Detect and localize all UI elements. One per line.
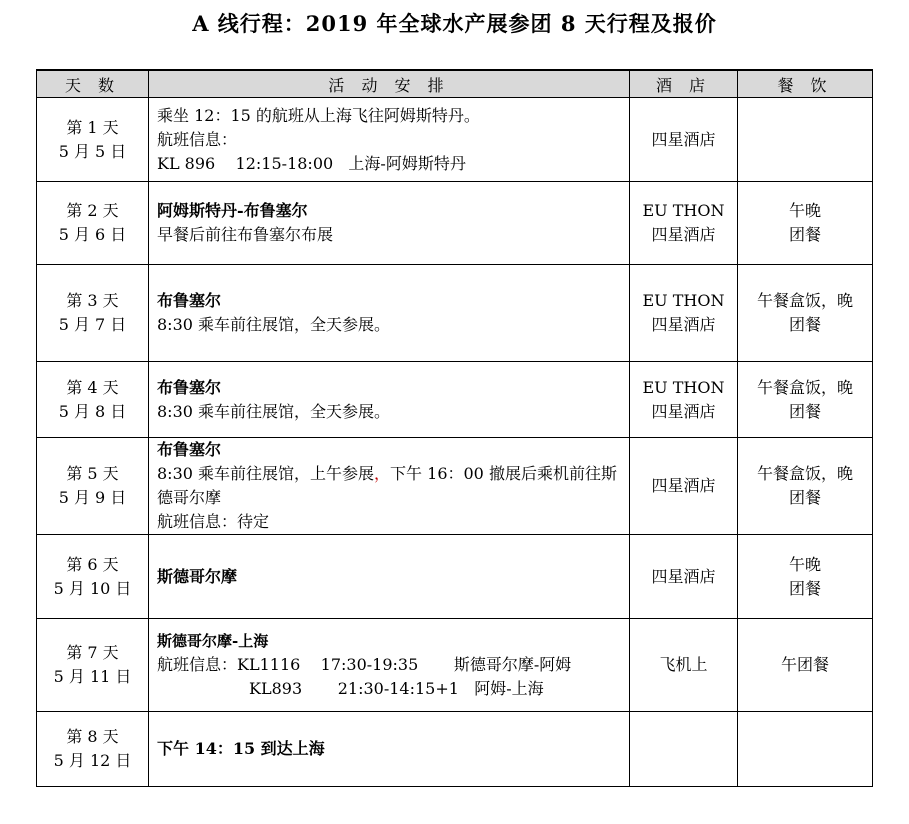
activity-cell [149, 182, 630, 265]
day-date: 5 月 10 日 [53, 578, 132, 598]
day-cell [37, 265, 149, 362]
table-row [37, 182, 873, 265]
hotel-line: 四星酒店 [651, 566, 716, 586]
activity-line: 航班信息：待定 [157, 512, 270, 531]
hotel-cell [630, 182, 738, 265]
activity-heading: 布鲁塞尔 [157, 291, 222, 310]
hotel-line: EU THON [642, 291, 725, 310]
activity-line: 早餐后前往布鲁塞尔布展 [157, 225, 334, 244]
meal-line: 团餐 [788, 578, 821, 598]
day-cell [37, 362, 149, 438]
day-label: 第 8 天 [66, 727, 119, 746]
table-row [37, 98, 873, 182]
meal-line: 午团餐 [780, 655, 829, 674]
day-date: 5 月 5 日 [58, 141, 127, 161]
flight-route: 阿姆-上海 [474, 679, 544, 698]
activity-cell [149, 265, 630, 362]
table-row [37, 362, 873, 438]
meal-line: 团餐 [788, 225, 821, 244]
activity-line-part: 8:30 乘车前往展馆，上午参展 [157, 464, 375, 483]
hotel-cell [630, 98, 738, 182]
day-label: 第 1 天 [66, 117, 119, 137]
activity-heading: 布鲁塞尔 [157, 377, 222, 397]
meal-line: 午晚 [788, 554, 821, 574]
day-cell [37, 712, 149, 787]
table-row [37, 712, 873, 787]
flight-time: 21:30-14:15+1 [337, 679, 459, 698]
meal-line: 团餐 [788, 401, 821, 421]
hotel-cell [630, 362, 738, 438]
activity-cell [149, 438, 630, 535]
activity-line [157, 462, 623, 510]
table-row [37, 619, 873, 712]
meal-line: 午餐盒饭，晚 [756, 377, 853, 397]
itinerary-table [36, 69, 873, 787]
day-label: 第 7 天 [66, 643, 119, 662]
activity-cell [149, 619, 630, 712]
activity-line: 8:30 乘车前往展馆，全天参展。 [157, 401, 391, 421]
activity-line: KL 896 12:15-18:00 上海-阿姆斯特丹 [157, 153, 466, 173]
flight-number: KL893 [249, 679, 303, 698]
day-date: 5 月 6 日 [58, 225, 127, 244]
hotel-cell [630, 438, 738, 535]
day-date: 5 月 9 日 [58, 488, 127, 507]
hotel-line: 四星酒店 [651, 129, 716, 149]
hotel-line: EU THON [642, 201, 725, 220]
table-header-row [37, 70, 873, 98]
activity-cell [149, 535, 630, 619]
hotel-line: 四星酒店 [651, 401, 716, 421]
activity-comma: ， [374, 464, 391, 483]
day-date: 5 月 11 日 [53, 667, 132, 686]
header-hotel: 酒 店 [630, 70, 738, 98]
flight-time: 17:30-19:35 [320, 655, 419, 674]
day-label: 第 5 天 [66, 464, 119, 483]
flight-number: KL1116 [237, 655, 301, 674]
activity-cell [149, 362, 630, 438]
header-meal: 餐 饮 [738, 70, 873, 98]
day-cell [37, 619, 149, 712]
meal-cell [738, 535, 873, 619]
day-label: 第 2 天 [66, 201, 119, 220]
header-day: 天 数 [37, 70, 149, 98]
day-cell [37, 438, 149, 535]
header-activity: 活 动 安 排 [149, 70, 630, 98]
flight-line [157, 677, 623, 701]
day-cell [37, 182, 149, 265]
hotel-line: EU THON [642, 377, 725, 397]
hotel-line: 飞机上 [659, 655, 708, 674]
activity-line: 航班信息： [157, 129, 238, 149]
activity-line: 8:30 乘车前往展馆，全天参展。 [157, 315, 391, 334]
activity-cell [149, 98, 630, 182]
day-label: 第 3 天 [66, 291, 119, 310]
meal-cell [738, 438, 873, 535]
hotel-cell [630, 265, 738, 362]
hotel-cell [630, 712, 738, 787]
hotel-line: 四星酒店 [651, 476, 716, 495]
table-row [37, 535, 873, 619]
meal-line: 团餐 [788, 315, 821, 334]
page-title: A 线行程：2019 年全球水产展参团 8 天行程及报价 [192, 11, 717, 36]
meal-line: 午餐盒饭，晚 [756, 291, 853, 310]
meal-cell [738, 182, 873, 265]
activity-line: 乘坐 12：15 的航班从上海飞往阿姆斯特丹。 [157, 105, 480, 125]
day-date: 5 月 8 日 [58, 401, 127, 421]
activity-heading: 斯德哥尔摩 [157, 566, 238, 586]
hotel-line: 四星酒店 [651, 315, 716, 334]
table-row [37, 265, 873, 362]
meal-line: 团餐 [788, 488, 821, 507]
flight-label: 航班信息： [157, 655, 238, 674]
meal-cell [738, 98, 873, 182]
flight-route: 斯德哥尔摩-阿姆 [453, 655, 572, 674]
meal-cell [738, 265, 873, 362]
meal-cell [738, 712, 873, 787]
meal-cell [738, 362, 873, 438]
day-date: 5 月 12 日 [53, 751, 132, 770]
day-cell [37, 98, 149, 182]
table-row [37, 438, 873, 535]
day-label: 第 6 天 [66, 554, 119, 574]
activity-heading: 斯德哥尔摩-上海 [157, 632, 269, 650]
day-cell [37, 535, 149, 619]
hotel-cell [630, 619, 738, 712]
hotel-line: 四星酒店 [651, 225, 716, 244]
activity-heading: 布鲁塞尔 [157, 440, 222, 459]
day-label: 第 4 天 [66, 377, 119, 397]
day-date: 5 月 7 日 [58, 315, 127, 334]
activity-line-part: 下午 16：00 撤展后乘机前往斯德哥尔摩 [157, 464, 617, 507]
activity-heading: 阿姆斯特丹-布鲁塞尔 [157, 201, 308, 220]
meal-line: 午餐盒饭，晚 [756, 464, 853, 483]
activity-cell [149, 712, 630, 787]
hotel-cell [630, 535, 738, 619]
flight-line [157, 653, 623, 677]
meal-line: 午晚 [788, 201, 821, 220]
meal-cell [738, 619, 873, 712]
activity-heading: 下午 14：15 到达上海 [157, 739, 325, 758]
